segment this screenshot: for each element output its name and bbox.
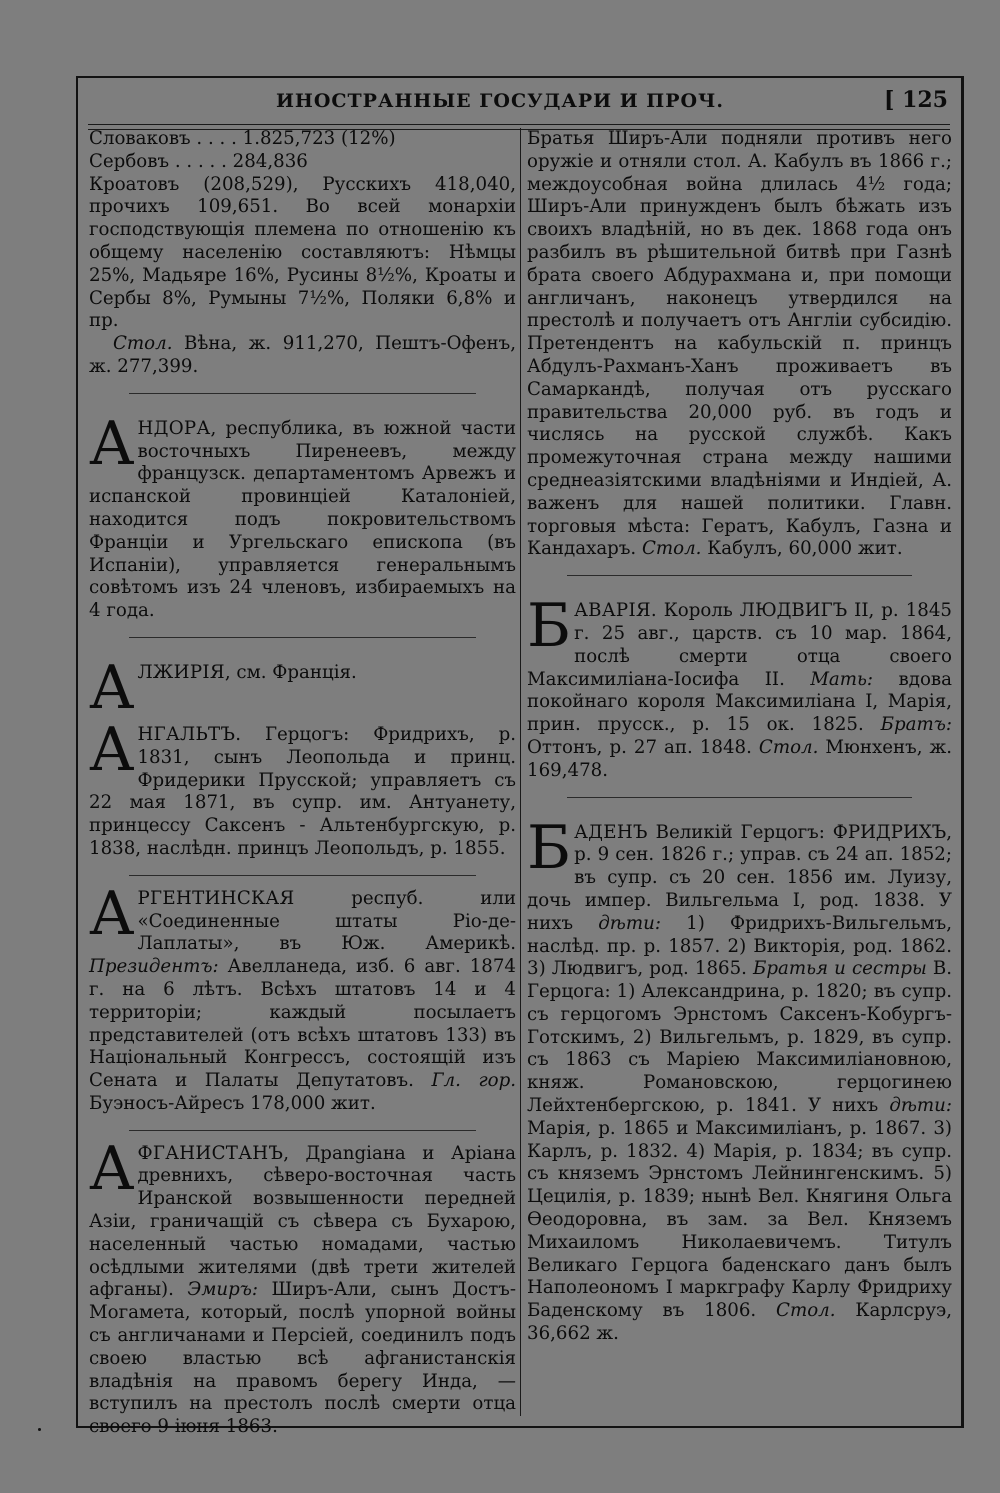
entry-argentina <box>89 878 517 1116</box>
drop-cap: А <box>89 408 135 479</box>
entry-body: Карлсруэ, 36,662 ж. <box>527 1300 952 1345</box>
capital-label: Стол. <box>641 538 702 560</box>
entry-head: РГЕНТИНСКАЯ <box>137 887 295 909</box>
entry-body: В. Герцога: 1) Александрина, р. 1820; въ супр. съ герцогомъ Эрнстомъ Саксенъ-Кобургъ-Готскимъ, 2) Вильгельмъ, р. 1829, въ супр. съ 1863 съ Маріею Максимиліановною, княж. Романовскою, герцогинею Лейхтенбергскою, р. 1841. У нихъ <box>527 958 952 1117</box>
label-children: дѣти: <box>889 1095 952 1117</box>
entry-body: 1) Фридрихъ-Вильгельмъ, наслѣд. пр. р. 1857. 2) Викторія, род. 1862. 3) Людвигъ, род. 1865. <box>527 912 953 980</box>
entry-head: АВАРІЯ <box>574 600 651 622</box>
entry-afganistan <box>89 1133 516 1439</box>
separator <box>129 875 476 876</box>
page-header <box>76 86 964 122</box>
entry-bavaria <box>527 591 952 782</box>
separator <box>129 637 476 638</box>
entry-body: . Герцогъ: Фридрихъ, р. 1831, сынъ Леопольда и принц. Фридерики Прусской; управляетъ съ 22 мая 1871, въ супр. им. Антуанету, принцессу Саксенъ - Альтенбургскую, р. 1838, наслѣдн. принцъ Леопольдъ, р. 1855. <box>89 723 516 859</box>
right-column <box>527 128 952 1346</box>
entry-head: ЛЖИРІЯ <box>137 661 225 683</box>
entry-alzhiria <box>89 652 516 723</box>
entry-head: НГАЛЬТЪ <box>137 723 236 745</box>
capital-label: Стол. <box>113 333 173 355</box>
capital-text: Кабулъ, 60,000 жит. <box>701 538 903 560</box>
entry-body: Марія, р. 1865 и Максимиліанъ, р. 1867. 3) Карлъ, р. 1832. 4) Марія, р. 1834; въ супр. съ княземъ Эрнстомъ Лейнингенскимъ. 5) Цецилія, р. 1839; нынѣ Вел. Княгиня Ольга Ѳеодоровна, въ зам. за Вел. Княземъ Михаиломъ Николаевичемъ. Титулъ Великаго Герцога баденскаго данъ былъ Наполеономъ I маркграфу Карлу Фридриху Баденскому въ 1806. <box>527 1117 952 1322</box>
stat-line: Словаковъ . . . . 1.825,723 (12%) <box>89 128 396 149</box>
label-brother: Братъ: <box>880 714 952 736</box>
entry-andora <box>89 408 516 623</box>
separator <box>129 1130 476 1131</box>
label-children: дѣти: <box>598 912 661 934</box>
entry-body: , Драngіана и Аріана древнихъ, сѣверо-восточная часть Иранской возвышенности передней Азіи, граничащій съ сѣвера съ Бухарою, населенный частью номадами, частью осѣдлыми жителями (двѣ трети жителей афганы). <box>89 1142 516 1301</box>
entry-body: , см. Франція. <box>224 661 357 683</box>
capital-line <box>89 333 516 379</box>
stray-mark <box>38 1428 41 1431</box>
label-emir: Эмиръ: <box>187 1279 259 1301</box>
label-capital: Стол. <box>758 736 819 758</box>
entry-head: АДЕНЪ <box>574 821 648 843</box>
label-siblings: Братья и сестры <box>753 958 927 980</box>
drop-cap: Б <box>527 591 572 662</box>
capital-text: Вѣна, ж. 911,270, Пештъ-Офенъ, ж. 277,399. <box>89 333 516 377</box>
left-column <box>89 128 516 1439</box>
stat-line: Сербовъ . . . . . 284,836 <box>89 150 308 172</box>
running-title: ИНОСТРАННЫЕ ГОСУДАРИ И ПРОЧ. <box>275 90 725 112</box>
entry-body: Оттонъ, р. 27 ап. 1848. <box>527 736 759 758</box>
drop-cap: А <box>89 652 135 723</box>
entry-body: респуб. или «Соединенные штаты Ріо-де-Лаплаты», въ Юж. Америкѣ. <box>137 887 516 955</box>
separator <box>567 575 912 576</box>
paragraph: Кроатовъ (208,529), Русскихъ 418,040, прочихъ 109,651. Во всей монархіи господствующія племена по отношенію къ общему населенію составляютъ: Нѣмцы 25%, Мадьяре 16%, Русины 8½%, Кроаты и Сербы 8%, Румыны 7½%, Поляки 6,8% и пр. <box>89 173 516 332</box>
drop-cap: А <box>89 1133 135 1204</box>
drop-cap: А <box>89 878 135 949</box>
entry-body: вдова покойнаго короля Максимиліана I, Марія, прин. прусск., р. 15 ок. 1825. <box>527 668 952 736</box>
entry-afganistan-continuation <box>527 128 952 561</box>
separator <box>129 393 476 394</box>
column-divider <box>520 128 521 1416</box>
page-number: [ 125 <box>884 87 948 113</box>
entry-austria-continuation <box>89 128 516 379</box>
entry-body: Буэносъ-Айресъ 178,000 жит. <box>89 1092 376 1114</box>
label-president: Президентъ: <box>89 956 219 978</box>
entry-body: . Король ЛЮДВИГЪ II, р. 1845 г. 25 авг., царств. съ 10 мар. 1864, послѣ смерти отца своего Максимиліана-Іосифа II. <box>527 600 952 690</box>
entry-body: , республика, въ южной части восточныхъ Пиренеевъ, между французск. департаментомъ Арвежъ и испанской провинціей Каталоніей, находится подъ покровительствомъ Франціи и Ургельскаго епископа (въ Испаніи), управляется генеральнымъ совѣтомъ изъ 24 членовъ, избираемыхъ на 4 года. <box>89 417 516 622</box>
entry-body: Мюнхенъ, ж. 169,478. <box>527 736 952 781</box>
entry-body: Братья Ширъ-Али подняли противъ него оружіе и отняли стол. А. Кабулъ въ 1866 г.; междоусобная война длилась 4½ года; Ширъ-Али принужденъ былъ бѣжать изъ своихъ владѣній, но въ дек. 1868 года онъ разбилъ въ рѣшительной битвѣ при Газнѣ брата своего Абдурахмана и, при помощи англичанъ, наконецъ утвердился на престолѣ и получаетъ отъ Англіи субсидію. Претендентъ на кабульскій п. принцъ Абдулъ-Рахманъ-Ханъ проживаетъ въ Самаркандѣ, получая отъ русскаго правительства 20,000 руб. въ годъ и числясь на русской службѣ. Какъ промежуточная страна между нашими среднеазіятскими владѣніями и Индіей, А. важенъ для нашей политики. Главн. торговыя мѣста: Гератъ, Кабулъ, Газна и Кандахаръ. <box>527 128 952 560</box>
entry-head: ФГАНИСТАНЪ <box>137 1142 284 1164</box>
entry-body: Ширъ-Али, сынъ Достъ-Могамета, который, послѣ упорной войны съ англичанами и Персіей, соединилъ подъ своею властью всѣ афганистанскія владѣнія на правомъ берегу Инда, — вступилъ на престолъ послѣ смерти отца своего 9 іюня 1863. <box>89 1279 516 1438</box>
label-capital: Стол. <box>776 1300 836 1322</box>
label-capital: Гл. гор. <box>431 1070 517 1092</box>
separator <box>567 797 912 798</box>
entry-body: Авелланеда, изб. 6 авг. 1874 г. на 6 лѣтъ. Всѣхъ штатовъ 14 и 4 территоріи; каждый посылаетъ представителей (отъ всѣхъ штатовъ 133) въ Національный Конгрессъ, состоящій изъ Сената и Палаты Депутатовъ. <box>89 956 516 1092</box>
entry-head: НДОРА <box>137 417 211 439</box>
drop-cap: А <box>89 714 135 785</box>
entry-angalt <box>89 714 516 861</box>
drop-cap: Б <box>527 812 572 883</box>
label-mother: Мать: <box>810 668 874 690</box>
entry-body: Великій Герцогъ: ФРИДРИХЪ, р. 9 сен. 1826 г.; управ. съ 24 ап. 1852; въ супр. съ 20 сен. 1856 им. Луизу, дочь импер. Вильгельма I, род. 1838. У нихъ <box>527 821 952 934</box>
entry-baden <box>527 812 953 1346</box>
